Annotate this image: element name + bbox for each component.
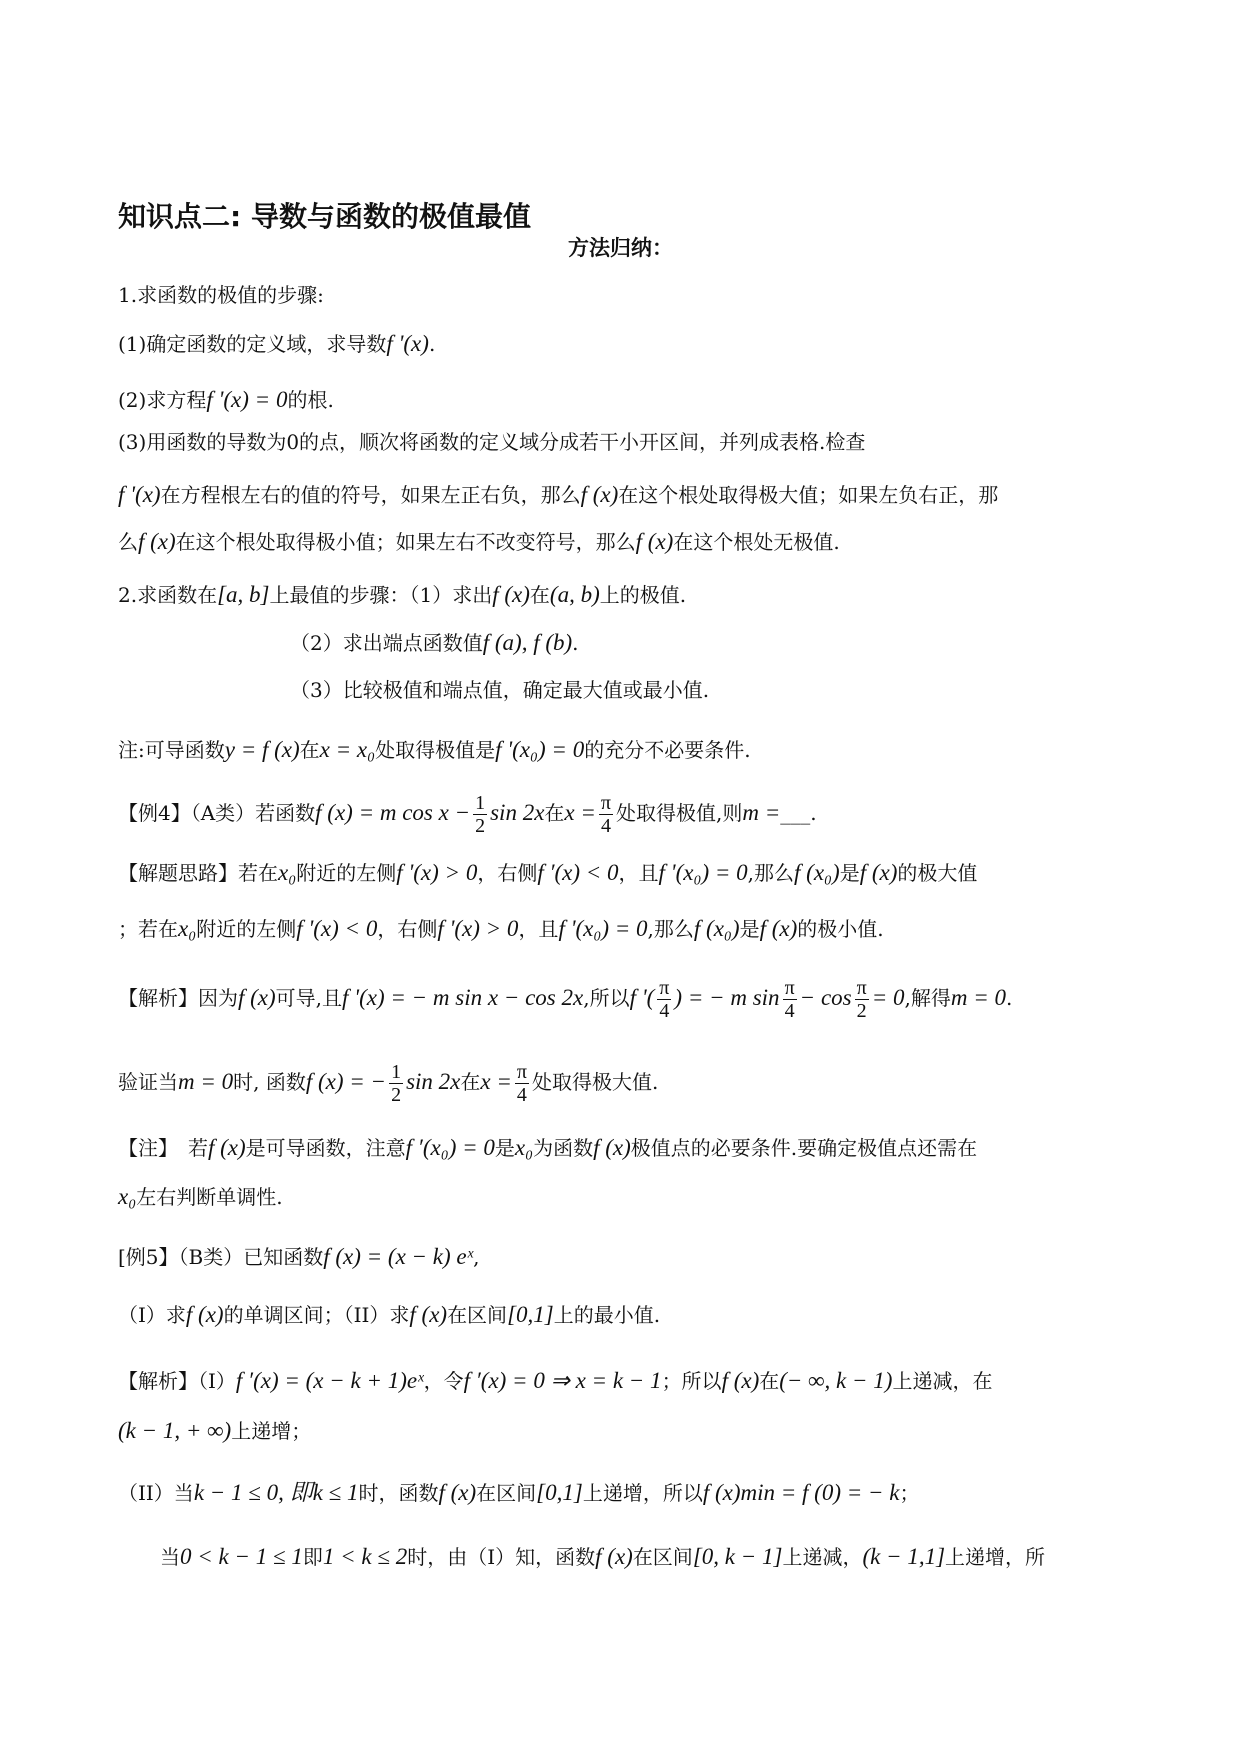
formula: f (x)	[635, 529, 674, 554]
page-title: 知识点二: 导数与函数的极值最值	[118, 200, 531, 233]
formula: y = f (x)	[224, 737, 300, 762]
fraction: $\frac{1}{2}$	[391, 1061, 402, 1106]
formula: f (x)	[593, 1135, 631, 1160]
fraction: $\frac{\pi}{2}$	[856, 977, 867, 1022]
fraction: $\frac{\pi}{4}$	[516, 1061, 527, 1106]
fraction: $\frac{\pi}{4}$	[659, 977, 670, 1022]
text-line: 【例4】（A类）若函数f (x) = m cos x − $\frac{1}{2}$ sin 2x在x = $\frac{\pi}{4}$ 处取得极值,则m =___.	[118, 792, 817, 837]
formula: x₀	[278, 860, 297, 885]
text-line: 【注】 若f (x)是可导函数，注意f ′(x₀) = 0是x₀为函数f (x)极值点的必要条件.要确定极值点还需在	[118, 1135, 978, 1160]
formula: f '(x) > 0	[437, 916, 519, 941]
formula: − cos	[799, 985, 852, 1010]
formula: f (x₀)	[693, 916, 740, 941]
formula: (a, b)	[549, 582, 600, 607]
formula: f (x)	[859, 860, 898, 885]
formula: [a, b]	[217, 582, 270, 607]
formula: sin 2x	[406, 1069, 461, 1094]
formula: [0,1]	[507, 1302, 554, 1327]
text-line: 注:可导函数y = f (x)在x = x₀处取得极值是f '(x₀) = 0的充分不必要条件.	[118, 737, 751, 762]
text-line: (3)用函数的导数为0的点，顺次将函数的定义域分成若干小开区间，并列成表格.检查	[118, 430, 866, 454]
text-line: f '(x)在方程根左右的值的符号，如果左正右负，那么f (x)在这个根处取得极大值；如果左负右正，那	[118, 482, 999, 507]
formula: x₀	[178, 916, 197, 941]
formula: f (x)	[438, 1480, 477, 1505]
formula: f '(	[629, 985, 655, 1010]
formula: f ′(x) < 0	[537, 860, 619, 885]
formula: x =	[480, 1069, 512, 1094]
text-line: 么f (x)在这个根处取得极小值；如果左右不改变符号，那么f (x)在这个根处无极值.	[118, 529, 840, 554]
formula: f (x)	[208, 1135, 246, 1160]
formula: m = 0	[178, 1069, 234, 1094]
text-line: （3）比较极值和端点值，确定最大值或最小值.	[290, 678, 710, 702]
formula: f (x)	[595, 1544, 633, 1569]
text-line: （2）求出端点函数值f (a), f (b).	[290, 630, 579, 655]
text-line: 验证当m = 0时, 函数f (x) = − $\frac{1}{2}$ sin 2x在x = $\frac{\pi}{4}$ 处取得极大值.	[118, 1061, 659, 1106]
formula: f '(x) < 0	[296, 916, 378, 941]
formula: 1 < k ≤ 2	[322, 1544, 408, 1569]
formula: x₀	[118, 1184, 137, 1209]
formula: (k − 1, + ∞)	[118, 1418, 232, 1443]
text-line: (1)确定函数的定义域，求导数f '(x).	[118, 331, 436, 356]
text-line: x₀左右判断单调性.	[118, 1184, 283, 1209]
formula: f (x) = −	[305, 1069, 387, 1094]
formula: f (x)	[721, 1368, 760, 1393]
text-line: 【解析】（I）f ′(x) = (x − k + 1)eˣ，令f ′(x) = 0 ⇒ x = k − 1；所以f (x)在(− ∞, k − 1)上递减，在	[118, 1368, 993, 1393]
formula: f '(x₀) = 0	[658, 860, 748, 885]
fraction: $\frac{\pi}{4}$	[784, 977, 795, 1022]
formula: f '(x) > 0	[396, 860, 478, 885]
formula: f (x)	[238, 985, 276, 1010]
text-line: 2.求函数在[a, b]上最值的步骤：（1）求出f (x)在(a, b)上的极值.	[118, 582, 687, 607]
text-line: 当0 < k − 1 ≤ 1即1 < k ≤ 2时，由（I）知，函数f (x)在区间[0, k − 1]上递减，(k − 1,1]上递增，所	[160, 1544, 1046, 1569]
formula: m = 0	[950, 985, 1006, 1010]
formula: [0, k − 1]	[692, 1544, 783, 1569]
formula: f (x)	[759, 916, 798, 941]
formula: f '(x) = − m sin x − cos 2x	[342, 985, 584, 1010]
formula: f ′(x₀) = 0	[405, 1135, 495, 1160]
text-line: 1.求函数的极值的步骤:	[118, 283, 324, 307]
formula: 0 < k − 1 ≤ 1	[180, 1544, 303, 1569]
formula: f '(x)	[386, 331, 429, 356]
formula: f (x₀)	[794, 860, 840, 885]
fraction: $\frac{\pi}{4}$	[600, 792, 612, 837]
section-subtitle: 方法归纳：	[568, 236, 673, 260]
formula: (− ∞, k − 1)	[779, 1368, 893, 1393]
formula: x =	[564, 800, 596, 825]
formula: f (x)	[492, 582, 530, 607]
formula: sin 2x	[490, 800, 545, 825]
formula: f (x) = m cos x −	[315, 800, 471, 825]
formula: f (x)	[580, 482, 619, 507]
text-line: (2)求方程f '(x) = 0的根.	[118, 387, 334, 412]
formula: [0,1]	[536, 1480, 583, 1505]
formula: ) = − m sin	[674, 985, 780, 1010]
formula: f ′(x) = 0 ⇒ x = k − 1	[463, 1368, 662, 1393]
formula: f '(x₀) = 0	[495, 737, 585, 762]
formula: (k − 1,1]	[862, 1544, 946, 1569]
text-line: （I）求f (x)的单调区间；（II）求f (x)在区间[0,1]上的最小值.	[118, 1302, 661, 1327]
formula: = 0	[871, 985, 905, 1010]
fraction: $\frac{1}{2}$	[475, 792, 486, 837]
formula: f '(x)	[118, 482, 161, 507]
formula: f '(x) = 0	[206, 387, 288, 412]
formula: x = x₀	[319, 737, 376, 762]
text-line: 【解题思路】若在x₀附近的左侧f '(x) > 0，右侧f ′(x) < 0，且f '(x₀) = 0,那么f (x₀)是f (x)的极大值	[118, 860, 978, 885]
formula: k − 1 ≤ 0, 即k ≤ 1	[193, 1480, 359, 1505]
formula: m =	[742, 800, 781, 825]
text-line: （II）当k − 1 ≤ 0, 即k ≤ 1时，函数f (x)在区间[0,1]上递增，所以f (x)min = f (0) = − k；	[118, 1480, 920, 1505]
formula: f (x)	[185, 1302, 224, 1327]
text-line: (k − 1, + ∞)上递增；	[118, 1418, 312, 1443]
text-line: 【解析】因为f (x)可导,且f '(x) = − m sin x − cos 2x,所以f '( $\frac{\pi}{4}$ ) = − m sin $\frac{\pi}{4}$ − cos $\frac{\pi}{2}$ = 0,解得m = 0.	[118, 977, 1013, 1022]
text-line: [例5】（B类）已知函数f (x) = (x − k) eˣ,	[118, 1244, 480, 1269]
formula: f ′(x) = (x − k + 1)eˣ	[235, 1368, 424, 1393]
formula: x₀	[514, 1135, 534, 1160]
formula: f (x)	[409, 1302, 448, 1327]
formula: f '(x₀) = 0	[558, 916, 648, 941]
formula: f (a), f (b)	[482, 630, 573, 655]
formula: f (x)	[138, 529, 176, 554]
formula: f (x) = (x − k) eˣ	[323, 1244, 474, 1269]
formula: f (x)min = f (0) = − k	[702, 1480, 900, 1505]
text-line: ；若在x₀附近的左侧f '(x) < 0，右侧f '(x) > 0，且f '(x₀) = 0,那么f (x₀)是f (x)的极小值.	[118, 916, 884, 941]
